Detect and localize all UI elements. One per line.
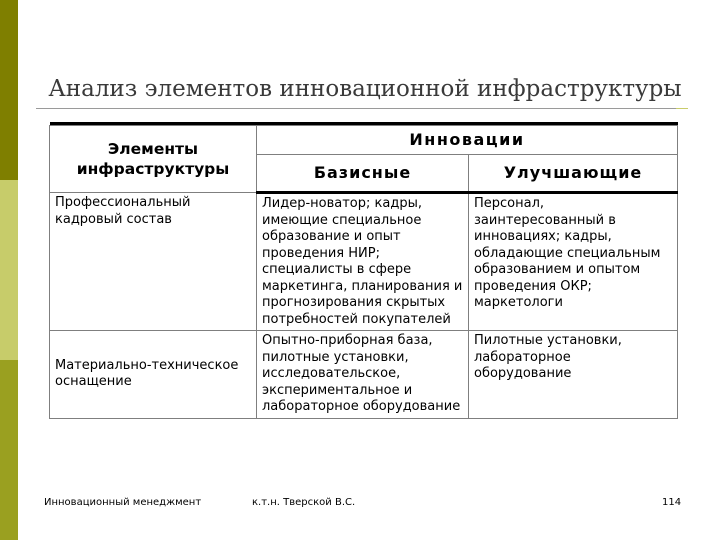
row-element-cell: Материально-техническое оснащение <box>50 331 257 419</box>
header-elements: Элементы инфраструктуры <box>50 126 257 193</box>
footer-author: к.т.н. Тверской В.С. <box>252 497 356 508</box>
title-divider-accent <box>676 108 688 109</box>
footer-course: Инновационный менеджмент <box>44 497 202 508</box>
header-basic: Базисные <box>257 155 469 193</box>
row-basic-cell: Лидер-новатор; кадры, имеющие специальное образование и опыт проведения НИР; специалисты в сфере маркетинга, планирования и прогнозирования скрытых потребностей покупателей <box>257 193 469 331</box>
row-element-cell: Профессиональный кадровый состав <box>50 193 257 331</box>
accent-stripe-top <box>0 0 18 180</box>
page-number: 114 <box>662 497 682 508</box>
header-improving: Улучшающие <box>469 155 678 193</box>
accent-stripe-middle <box>0 180 18 360</box>
title-divider <box>36 108 676 109</box>
row-improving-cell: Персонал, заинтересованный в инновациях; кадры, обладающие специальным образованием и опытом проведения ОКР; маркетологи <box>469 193 678 331</box>
header-innovations: Инновации <box>257 126 678 155</box>
infrastructure-table <box>49 122 678 419</box>
row-improving-cell: Пилотные установки, лабораторное оборудование <box>469 331 678 419</box>
row-basic-cell: Опытно-приборная база, пилотные установки, исследовательское, экспериментальное и лабораторное оборудование <box>257 331 469 419</box>
table-row <box>50 193 678 331</box>
table-row <box>50 331 678 419</box>
slide-title: Анализ элементов инновационной инфраструктуры <box>48 76 682 102</box>
accent-stripe-bottom <box>0 360 18 540</box>
